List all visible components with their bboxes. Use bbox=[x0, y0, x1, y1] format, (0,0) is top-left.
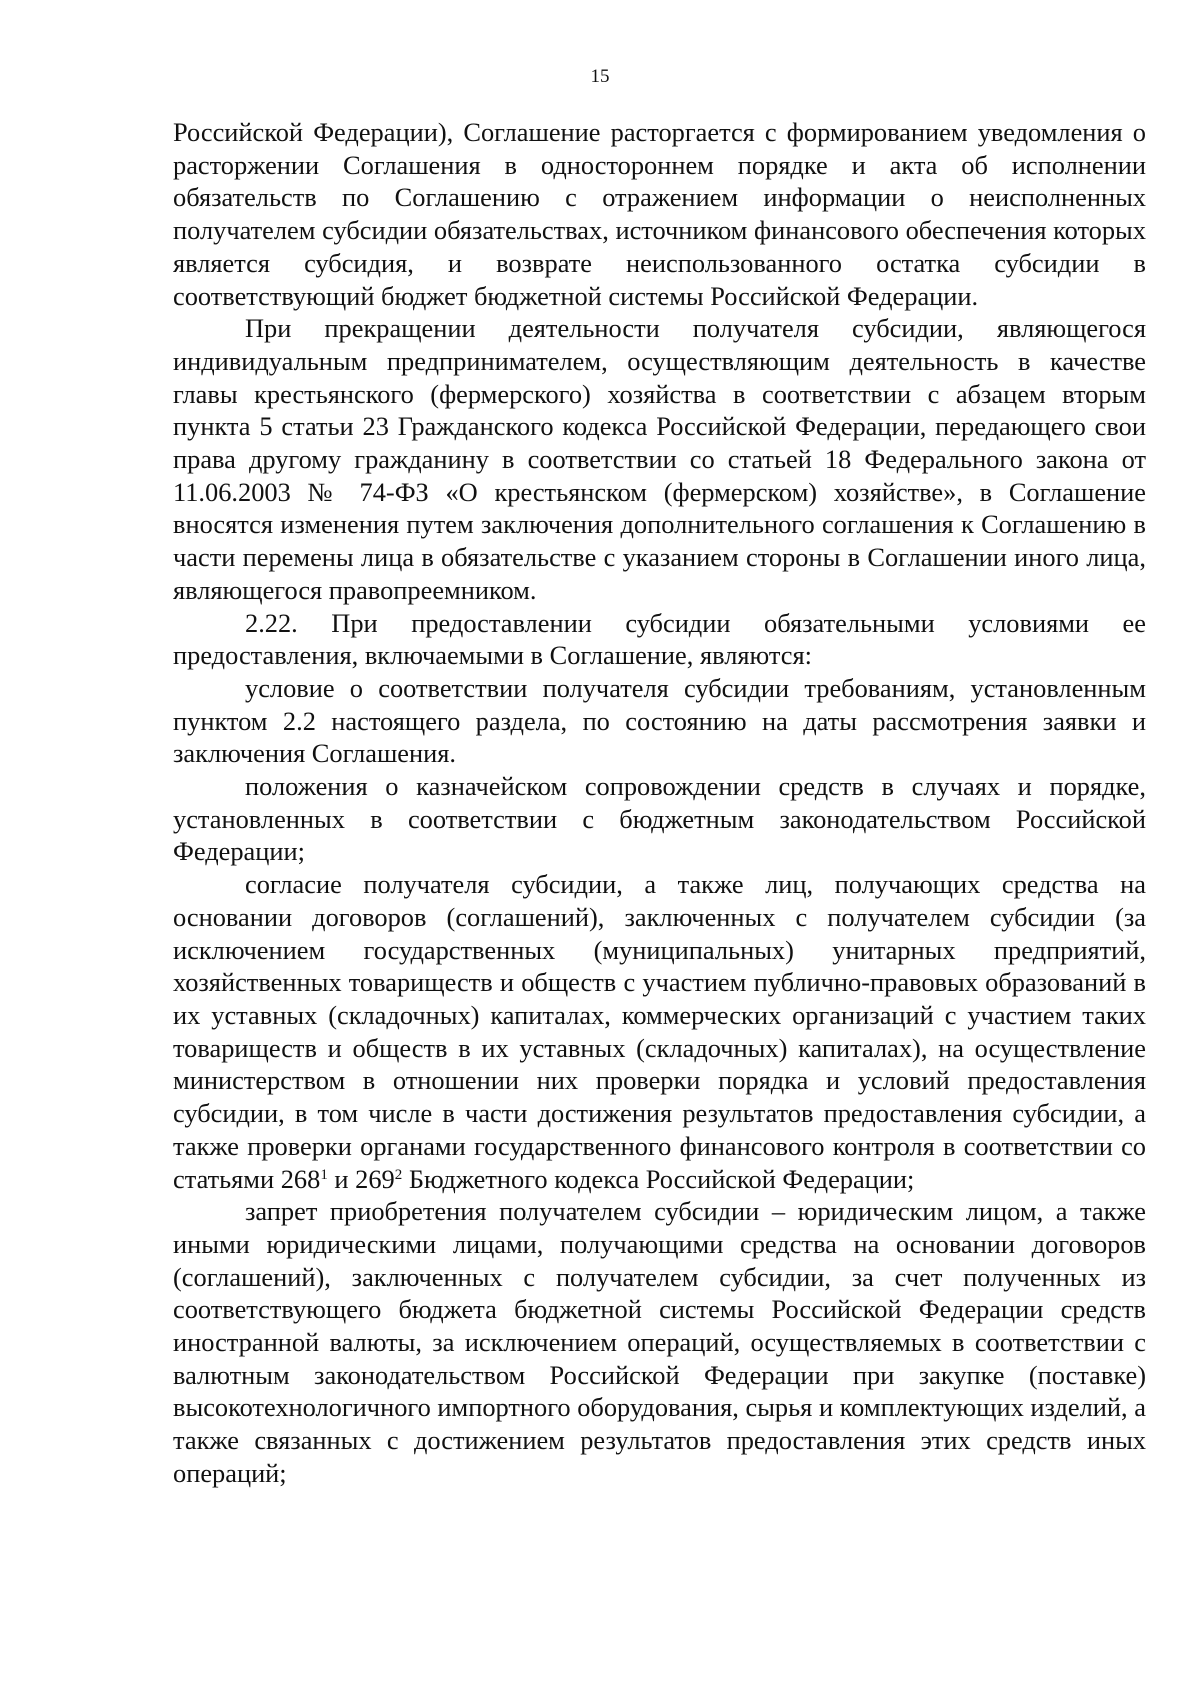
consent-text-before: согласие получателя субсидии, а также лиц, получающих средства на основании договоров (соглашений), заключенных с получателем субсидии (за исключением государственных (муниципальных) унитарных предприятий, хозяйственных товариществ и обществ с участием публично-правовых образований в их уставных (складочных) капиталах, коммерческих организаций с участием таких товариществ и обществ в их уставных (складочных) капиталах), на осуществление министерством в отношении них проверки порядка и условий предоставления субсидии, в том числе в части достижения результатов предоставления субсидии, а также проверки органами государственного финансового контроля в соответствии со статьями 268 bbox=[173, 869, 1146, 1194]
document-body bbox=[173, 116, 1146, 1490]
paragraph-treasury-support: положения о казначейском сопровождении средств в случаях и порядке, установленных в соответствии с бюджетным законодательством Российской Федерации; bbox=[173, 771, 1146, 867]
paragraph-requirements-condition: условие о соответствии получателя субсидии требованиям, установленным пунктом 2.2 настоящего раздела, по состоянию на даты рассмотрения заявки и заключения Соглашения. bbox=[173, 672, 1146, 769]
superscript-268: 1 bbox=[320, 1166, 328, 1183]
paragraph-inspection-consent bbox=[173, 868, 1146, 1195]
paragraph-2-22-conditions: 2.22. При предоставлении субсидии обязательными условиями ее предоставления, включаемыми в Соглашение, являются: bbox=[173, 607, 1146, 671]
consent-text-after: Бюджетного кодекса Российской Федерации; bbox=[402, 1163, 915, 1194]
page-number: 15 bbox=[590, 66, 610, 87]
paragraph-foreign-currency-ban: запрет приобретения получателем субсидии – юридическим лицом, а также иными юридическими лицами, получающими средства на основании договоров (соглашений), заключенных с получателем субсидии, за счет полученных из соответствующего бюджета бюджетной системы Российской Федерации средств иностранной валюты, за исключением операций, осуществляемых в соответствии с валютным законодательством Российской Федерации при закупке (поставке) высокотехнологичного импортного оборудования, сырья и комплектующих изделий, а также связанных с достижением результатов предоставления этих средств иных операций; bbox=[173, 1196, 1146, 1488]
paragraph-termination-continued: Российской Федерации), Соглашение расторгается с формированием уведомления о расторжении Соглашения в одностороннем порядке и акта об исполнении обязательств по Соглашению с отражением информации о неисполненных получателем субсидии обязательствах, источником финансового обеспечения которых является субсидия, и возврате неиспользованного остатка субсидии в соответствующий бюджет бюджетной системы Российской Федерации. bbox=[173, 117, 1146, 311]
paragraph-farm-succession: При прекращении деятельности получателя субсидии, являющегося индивидуальным предпринимателем, осуществляющим деятельность в качестве главы крестьянского (фермерского) хозяйства в соответствии с абзацем вторым пункта 5 статьи 23 Гражданского кодекса Российской Федерации, передающего свои права другому гражданину в соответствии со статьей 18 Федерального закона от 11.06.2003 № 74-ФЗ «О крестьянском (фермерском) хозяйстве», в Соглашение вносятся изменения путем заключения дополнительного соглашения к Соглашению в части перемены лица в обязательстве с указанием стороны в Соглашении иного лица, являющегося правопреемником. bbox=[173, 313, 1146, 605]
superscript-269: 2 bbox=[394, 1166, 403, 1183]
consent-text-middle: и 269 bbox=[327, 1163, 395, 1194]
